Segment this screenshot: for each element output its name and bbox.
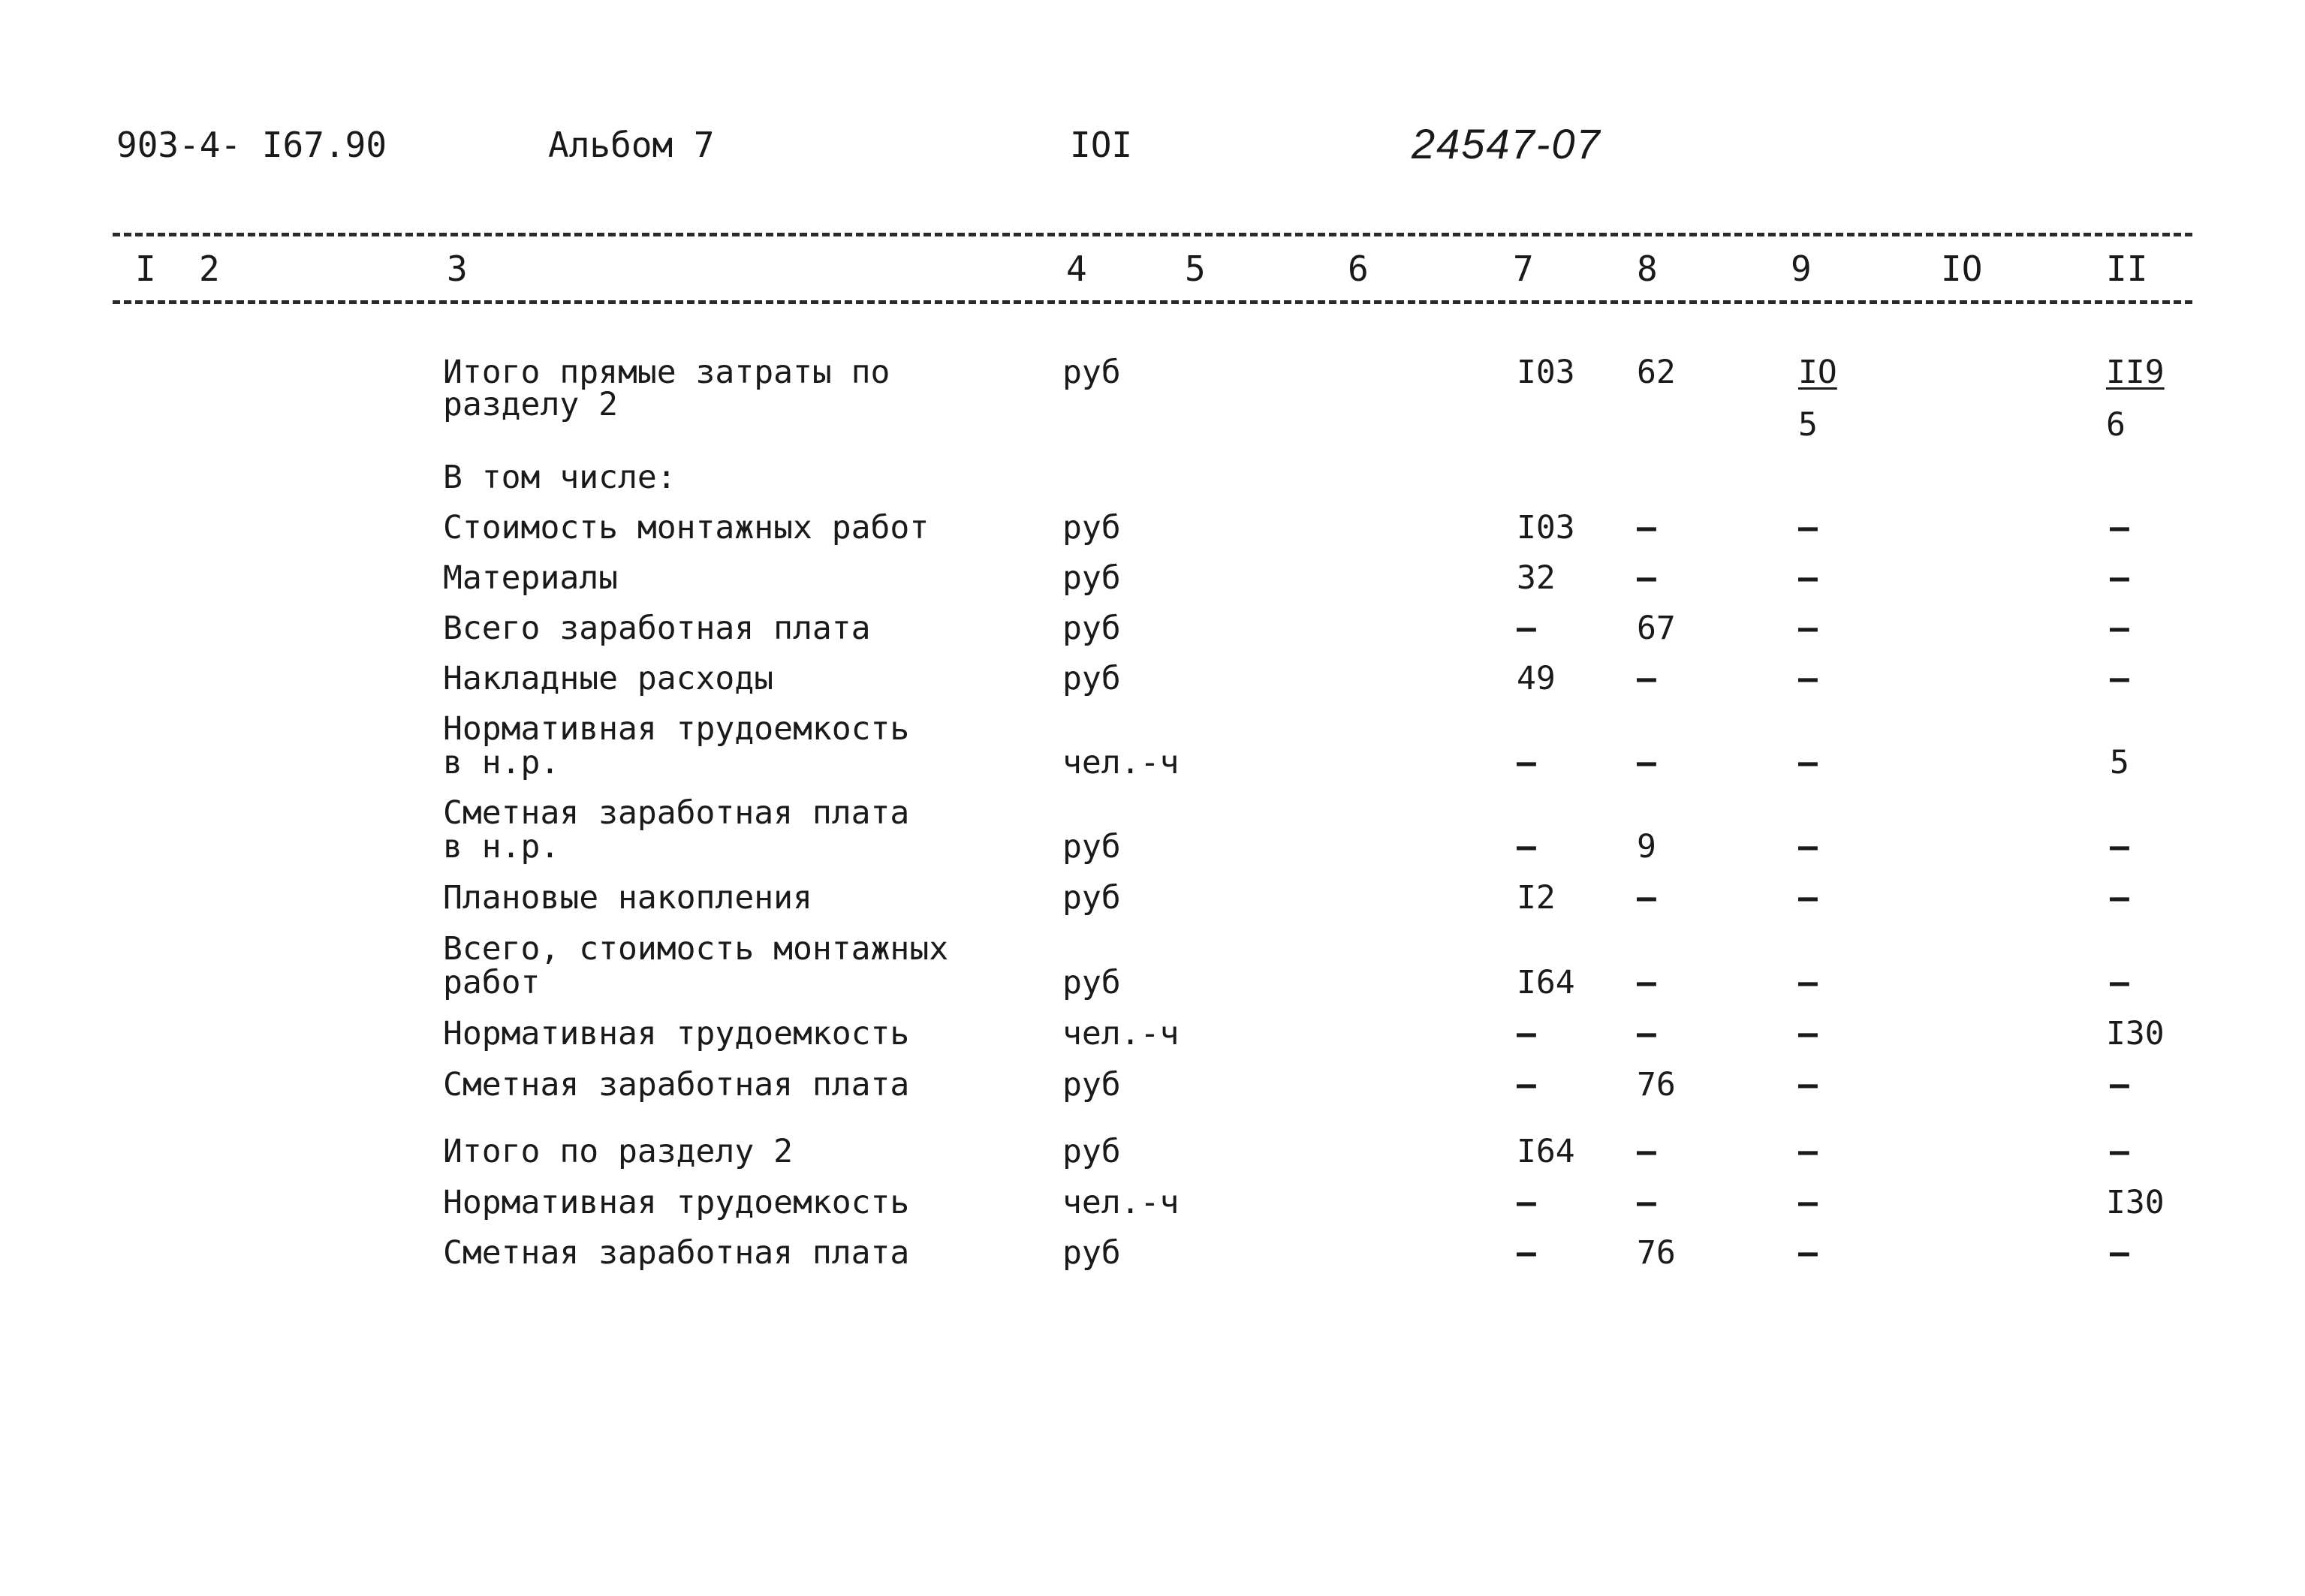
row-c11-numerator: II9: [2106, 354, 2165, 391]
row-unit: чел.-ч: [1062, 744, 1180, 781]
col-num-6: 6: [1348, 248, 1369, 289]
row-c9: –: [1798, 744, 1818, 781]
row-c7: –: [1517, 1015, 1536, 1052]
row-c9: –: [1798, 879, 1818, 917]
col-num-5: 5: [1185, 248, 1206, 289]
row-c8: –: [1637, 660, 1656, 697]
row-label: Нормативная трудоемкость: [443, 1015, 910, 1052]
row-label: Всего заработная плата: [443, 610, 871, 647]
row-c8: –: [1637, 964, 1656, 1001]
album-label: Альбом 7: [548, 125, 715, 165]
row-label: Нормативная трудоемкость: [443, 710, 910, 748]
table-header-rule: [113, 300, 2192, 304]
col-num-11: II: [2106, 248, 2148, 289]
row-label: Итого по разделу 2: [443, 1133, 793, 1170]
row-c8: 67: [1637, 610, 1676, 647]
col-num-10: IO: [1941, 248, 1983, 289]
row-c11: 5: [2110, 744, 2129, 781]
col-num-8: 8: [1637, 248, 1658, 289]
row-c8: –: [1637, 1184, 1656, 1221]
row-c11: I30: [2106, 1015, 2165, 1052]
row-c11: –: [2110, 1234, 2129, 1272]
col-num-9: 9: [1791, 248, 1812, 289]
row-c9: –: [1798, 660, 1818, 697]
row-c11: –: [2110, 1066, 2129, 1104]
row-c7: 32: [1517, 559, 1556, 597]
row-c8: –: [1637, 559, 1656, 597]
row-c7: –: [1517, 744, 1536, 781]
row-c9: –: [1798, 828, 1818, 866]
row-label: Сметная заработная плата: [443, 1234, 910, 1272]
page-number: IOI: [1070, 125, 1133, 165]
row-c11: –: [2110, 509, 2129, 547]
row-unit: руб: [1062, 1133, 1121, 1170]
row-c9: –: [1798, 559, 1818, 597]
row-c9: –: [1798, 1234, 1818, 1272]
row-c11: –: [2110, 610, 2129, 647]
row-c8: 9: [1637, 828, 1656, 866]
row-label-line2: в н.р.: [443, 828, 560, 866]
row-c7: 49: [1517, 660, 1556, 697]
row-c11: –: [2110, 964, 2129, 1001]
row-unit: руб: [1062, 559, 1121, 597]
row-c7: I03: [1517, 354, 1575, 391]
row-label-line2: в н.р.: [443, 744, 560, 781]
row-c9: –: [1798, 509, 1818, 547]
row-unit: руб: [1062, 610, 1121, 647]
col-num-7: 7: [1513, 248, 1534, 289]
row-c9-numerator: IO: [1798, 354, 1837, 391]
row-c7: I64: [1517, 1133, 1575, 1170]
row-label: Сметная заработная плата: [443, 1066, 910, 1104]
row-c7: I03: [1517, 509, 1575, 547]
row-c8: –: [1637, 1133, 1656, 1170]
row-unit: руб: [1062, 879, 1121, 917]
row-unit: руб: [1062, 354, 1121, 391]
row-label: Материалы: [443, 559, 618, 597]
row-c11: –: [2110, 828, 2129, 866]
row-unit: руб: [1062, 828, 1121, 866]
row-label: Итого прямые затраты по: [443, 354, 890, 391]
row-label: В том числе:: [443, 459, 676, 496]
row-unit: руб: [1062, 1234, 1121, 1272]
row-label: Сметная заработная плата: [443, 794, 910, 832]
row-c11: –: [2110, 879, 2129, 917]
row-c7: –: [1517, 1066, 1536, 1104]
row-c7: I2: [1517, 879, 1556, 917]
row-c8: 76: [1637, 1066, 1676, 1104]
row-c9: –: [1798, 1133, 1818, 1170]
row-c8: –: [1637, 1015, 1656, 1052]
row-unit: руб: [1062, 509, 1121, 547]
row-c9: –: [1798, 1184, 1818, 1221]
col-num-3: 3: [447, 248, 468, 289]
col-num-4: 4: [1066, 248, 1087, 289]
row-c11: I30: [2106, 1184, 2165, 1221]
row-c7: –: [1517, 828, 1536, 866]
row-c8: 76: [1637, 1234, 1676, 1272]
row-unit: руб: [1062, 1066, 1121, 1104]
row-c9: –: [1798, 1066, 1818, 1104]
row-c8: –: [1637, 744, 1656, 781]
row-label: Плановые накопления: [443, 879, 812, 917]
row-unit: руб: [1062, 660, 1121, 697]
row-unit: чел.-ч: [1062, 1015, 1180, 1052]
row-unit: чел.-ч: [1062, 1184, 1180, 1221]
row-c8: –: [1637, 509, 1656, 547]
row-c7: I64: [1517, 964, 1575, 1001]
row-c7: –: [1517, 610, 1536, 647]
row-c7: –: [1517, 1184, 1536, 1221]
row-c11: –: [2110, 559, 2129, 597]
row-label: Всего, стоимость монтажных: [443, 930, 949, 968]
row-unit: руб: [1062, 964, 1121, 1001]
row-c7: –: [1517, 1234, 1536, 1272]
row-label-line2: работ: [443, 964, 541, 1001]
inventory-number: 24547-07: [1412, 120, 1601, 167]
row-c9: –: [1798, 610, 1818, 647]
row-label-line2: разделу 2: [443, 386, 618, 423]
row-c9: –: [1798, 964, 1818, 1001]
row-label: Нормативная трудоемкость: [443, 1184, 910, 1221]
row-c9: –: [1798, 1015, 1818, 1052]
row-c11: –: [2110, 660, 2129, 697]
doc-code: 903-4- I67.90: [116, 125, 387, 165]
row-label: Стоимость монтажных работ: [443, 509, 930, 547]
row-c8: 62: [1637, 354, 1676, 391]
row-c9-denominator: 5: [1798, 406, 1818, 444]
row-c11: –: [2110, 1133, 2129, 1170]
col-num-1: I: [135, 248, 156, 289]
col-num-2: 2: [199, 248, 220, 289]
row-c11-denominator: 6: [2106, 406, 2126, 444]
row-label: Накладные расходы: [443, 660, 774, 697]
table-top-rule: [113, 233, 2192, 236]
row-c8: –: [1637, 879, 1656, 917]
